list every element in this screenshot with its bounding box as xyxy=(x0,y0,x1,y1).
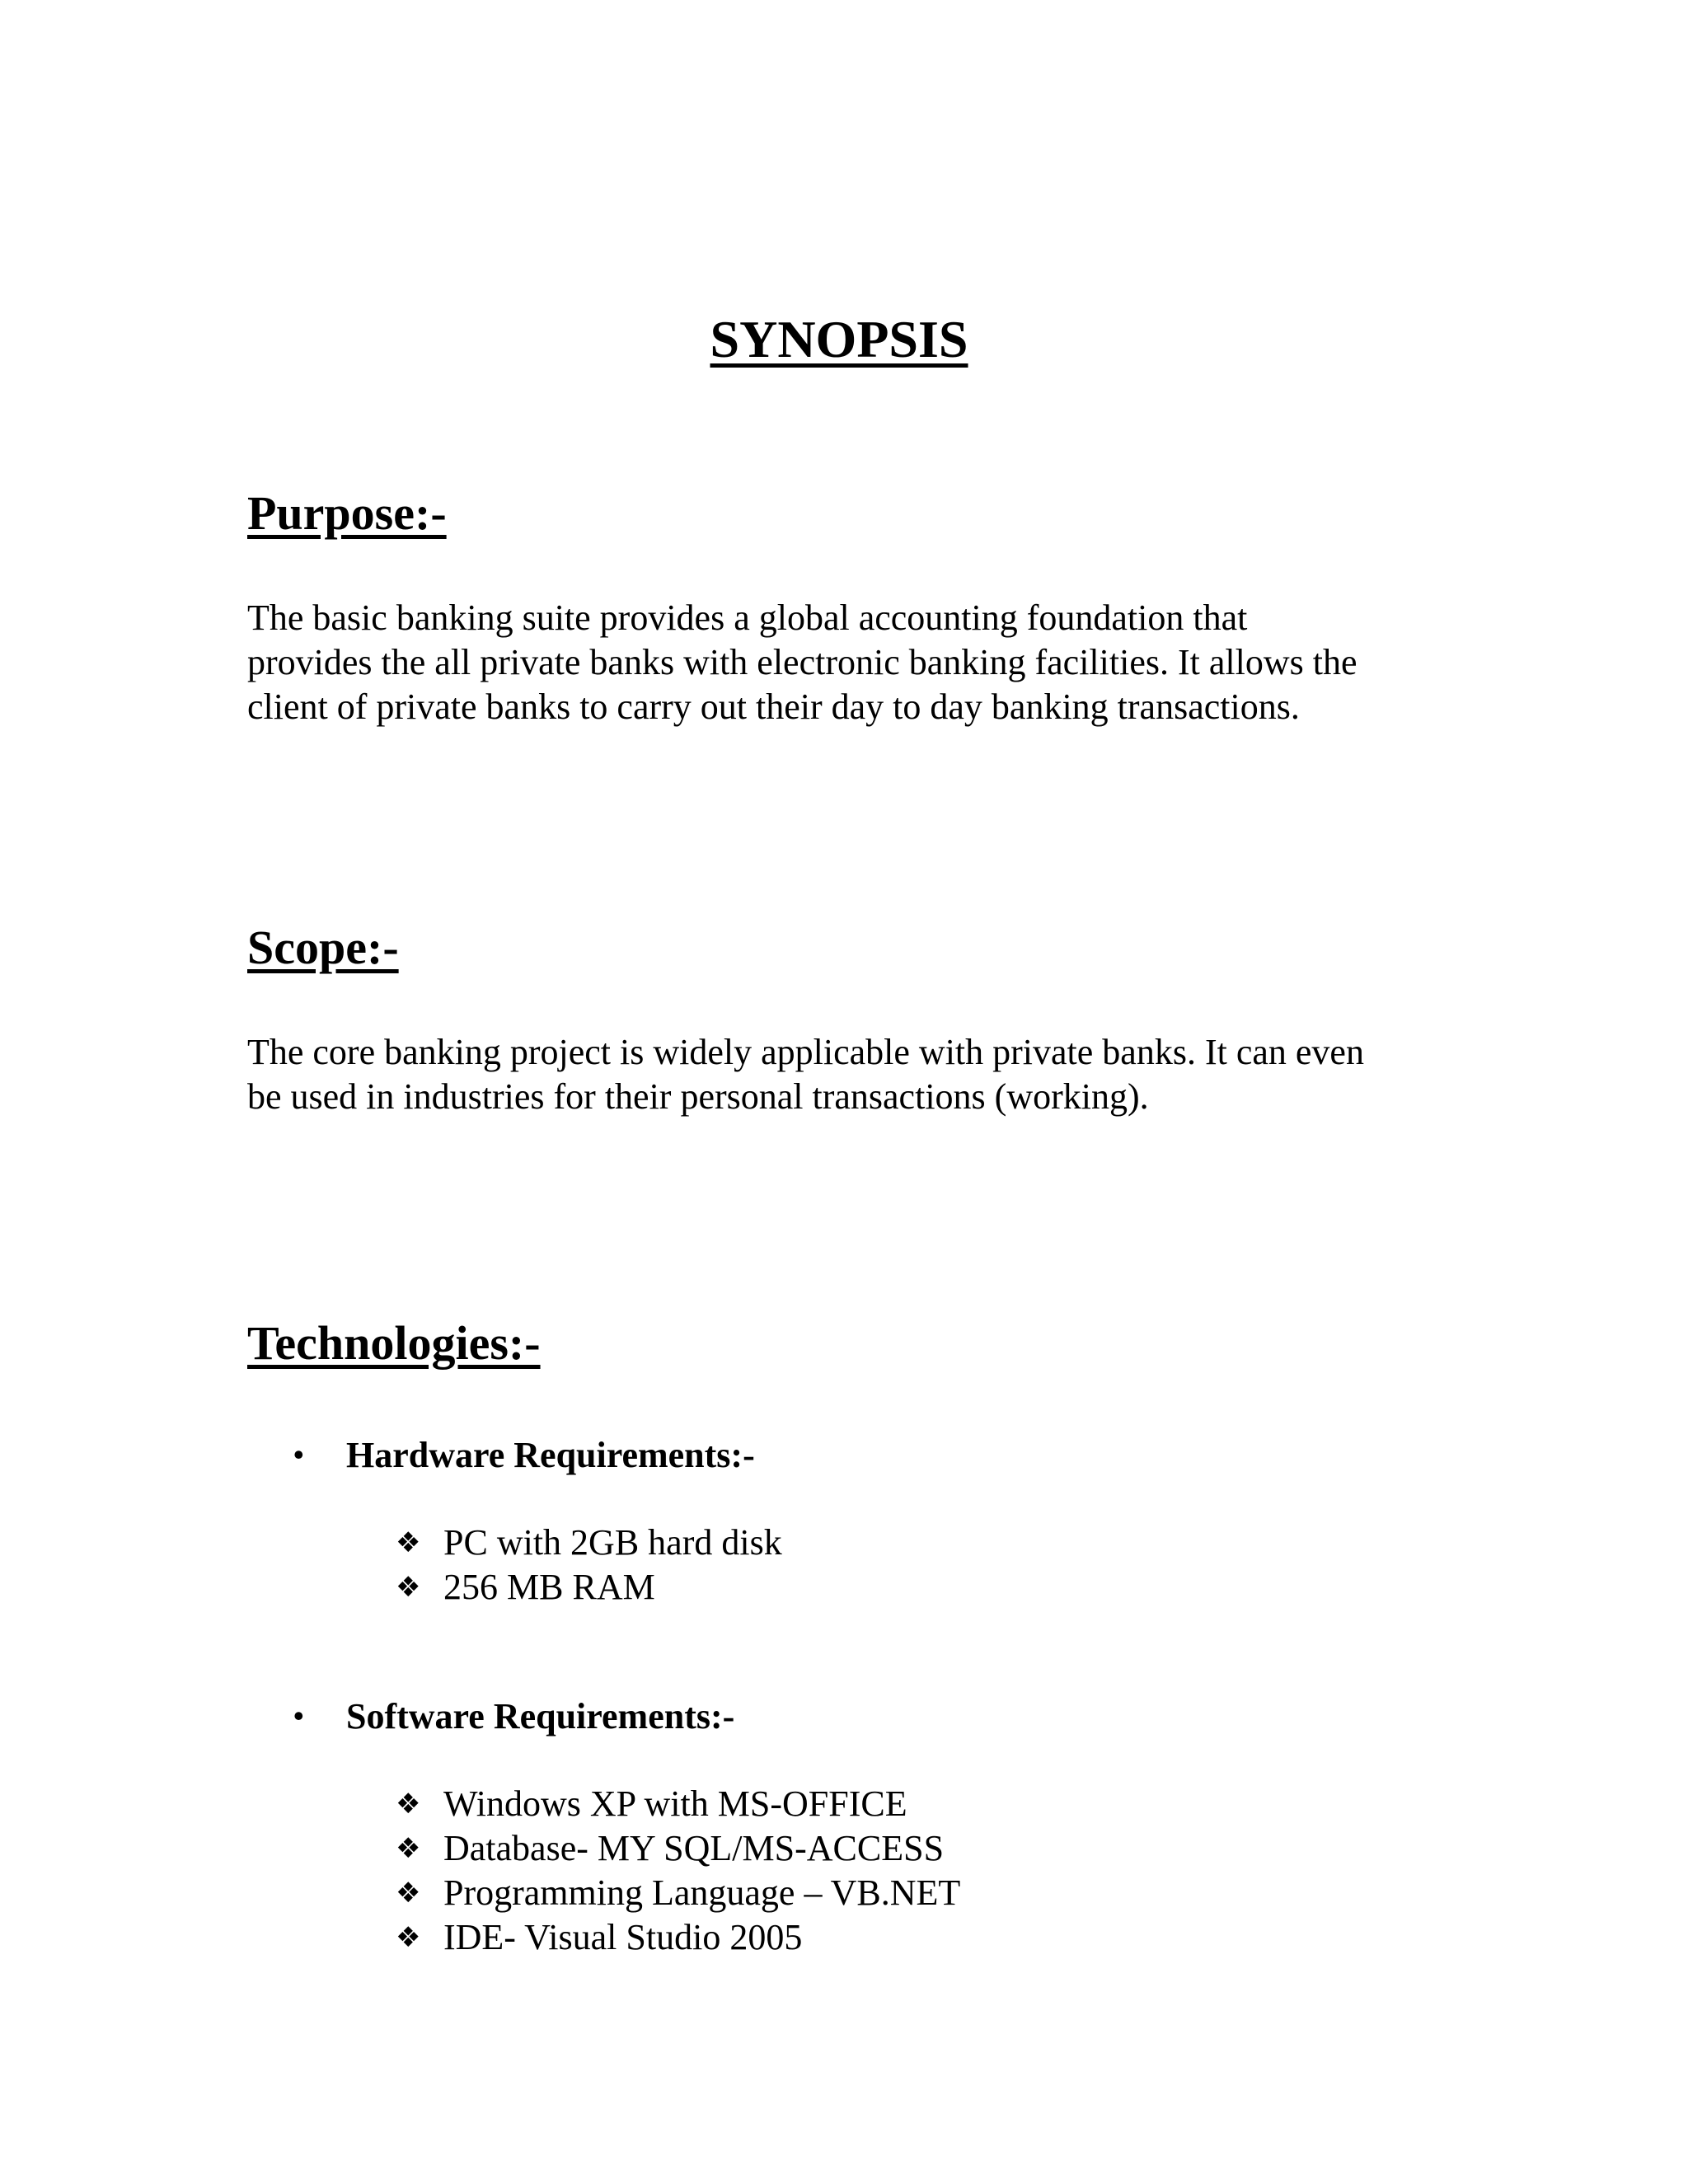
list-item: ❖ 256 MB RAM xyxy=(396,1565,782,1610)
page-title: SYNOPSIS xyxy=(710,310,968,368)
diamond-bullet-icon: ❖ xyxy=(396,1921,421,1954)
list-item: ❖ Windows XP with MS-OFFICE xyxy=(396,1782,960,1826)
diamond-bullet-icon: ❖ xyxy=(396,1571,421,1604)
purpose-line: The basic banking suite provides a global accounting foundation that xyxy=(247,598,1248,638)
list-item: ❖ IDE- Visual Studio 2005 xyxy=(396,1915,960,1960)
purpose-paragraph xyxy=(247,596,1459,729)
scope-line: be used in industries for their personal transactions (working). xyxy=(247,1076,1149,1117)
hardware-requirements-label: Hardware Requirements:- xyxy=(346,1435,755,1475)
software-requirements-list xyxy=(396,1782,960,1960)
scope-heading: Scope:- xyxy=(247,921,399,974)
software-requirements-heading xyxy=(293,1694,734,1739)
hardware-requirements-heading xyxy=(293,1432,755,1478)
list-item: ❖ Programming Language – VB.NET xyxy=(396,1871,960,1915)
diamond-bullet-icon: ❖ xyxy=(396,1526,421,1559)
purpose-line: client of private banks to carry out their day to day banking transactions. xyxy=(247,687,1300,727)
purpose-line: provides the all private banks with electronic banking facilities. It allows the xyxy=(247,642,1357,682)
diamond-bullet-icon: ❖ xyxy=(396,1877,421,1910)
diamond-bullet-icon: ❖ xyxy=(396,1832,421,1865)
scope-line: The core banking project is widely applicable with private banks. It can even xyxy=(247,1032,1364,1072)
list-item: ❖ PC with 2GB hard disk xyxy=(396,1521,782,1565)
bullet-icon: • xyxy=(293,1438,304,1471)
technologies-heading: Technologies:- xyxy=(247,1316,541,1370)
hardware-requirements-list xyxy=(396,1521,782,1610)
purpose-heading: Purpose:- xyxy=(247,486,447,540)
diamond-bullet-icon: ❖ xyxy=(396,1788,421,1821)
list-item: ❖ Database- MY SQL/MS-ACCESS xyxy=(396,1826,960,1871)
bullet-icon: • xyxy=(293,1699,304,1732)
software-requirements-label: Software Requirements:- xyxy=(346,1696,735,1736)
scope-paragraph xyxy=(247,1030,1459,1119)
